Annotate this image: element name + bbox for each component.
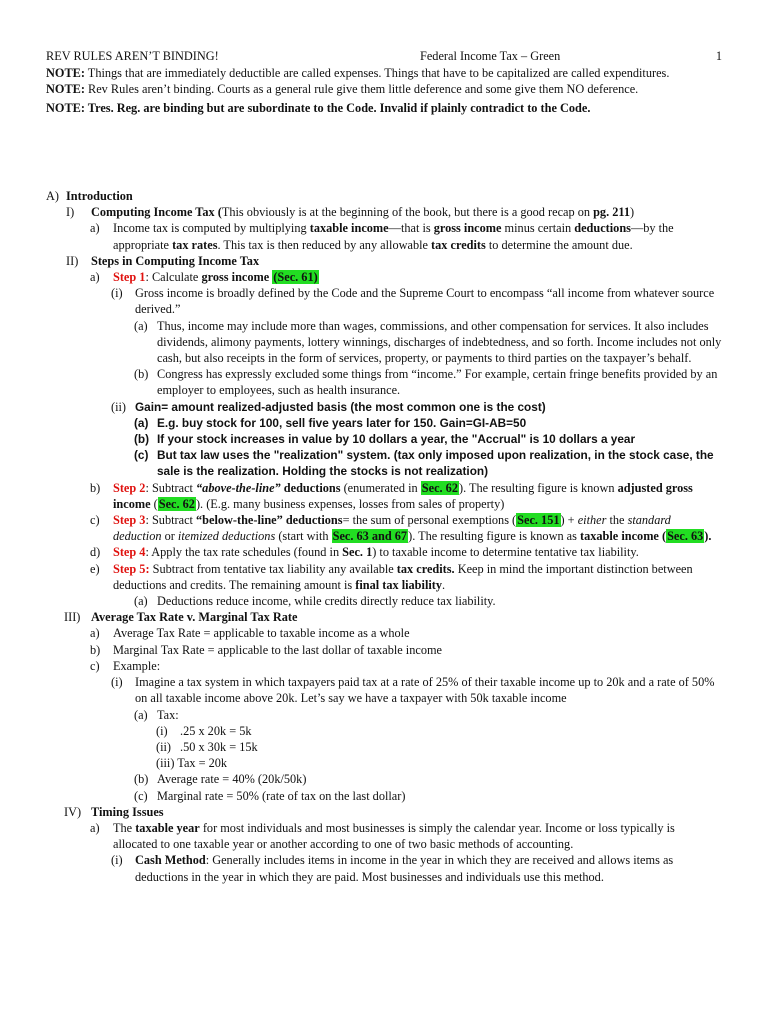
- section-a-heading: A) Introduction: [46, 189, 133, 203]
- list-item: (ii) .50 x 30k = 15k: [156, 739, 258, 754]
- page-header: [46, 48, 722, 64]
- list-item: b) Marginal Tax Rate = applicable to the last dollar of taxable income: [90, 642, 442, 657]
- list-item: (i) Cash Method: Generally includes items in income in the year in which they are received and allows items as deductions in the year in which they are paid. Most businesses and individuals use this method.: [111, 853, 674, 884]
- list-item: (i) Imagine a tax system in which taxpayers paid tax at a rate of 25% of their taxable income up to 20k and a rate of 50% on all taxable income above 20k. Let’s say we have a taxpayer with 50k taxable income: [111, 675, 715, 706]
- step-2-item: b) Step 2: Subtract “above-the-line” deductions (enumerated in Sec. 62). The resulting figure is known adjusted gross income (Sec. 62). (E.g. many business expenses, losses from sales of property): [90, 480, 693, 511]
- header-title: REV RULES AREN’T BINDING!: [46, 49, 219, 63]
- section-highlight: Sec. 151: [517, 513, 560, 528]
- list-item: (i) Gross income is broadly defined by the Code and the Supreme Court to encompass “all income from whatever source derived.”: [111, 286, 715, 317]
- list-item: (i) .25 x 20k = 5k: [156, 723, 252, 738]
- section-highlight: Sec. 63 and 67: [332, 529, 408, 544]
- list-item: (iii) Tax = 20k: [156, 756, 228, 771]
- list-item: (b) If your stock increases in value by 10 dollars a year, the "Accrual" is 10 dollars a year: [134, 432, 636, 447]
- list-item: c) Example:: [90, 658, 161, 673]
- list-item: (b) Average rate = 40% (20k/50k): [134, 772, 307, 787]
- step-label: Step 5:: [113, 561, 150, 576]
- outline: [46, 188, 722, 885]
- list-item: a) Income tax is computed by multiplying taxable income—that is gross income minus certain deductions—by the appropriate tax rates. This tax is then reduced by any allowable tax credits to determine the amount due.: [90, 221, 674, 252]
- list-item: (ii) Gain= amount realized-adjusted basis (the most common one is the cost): [111, 399, 546, 414]
- section-highlight: Sec. 63: [667, 529, 704, 544]
- step-label: Step 2: [113, 480, 146, 495]
- list-item: (a) Thus, income may include more than wages, commissions, and other compensation for services. It also includes dividends, alimony payments, lottery winnings, discharges of indebtedness, and so forth. Income includes not only cash, but also receipts in the form of services, property, or payments to third parties on the taxpayer’s behalf.: [134, 318, 722, 366]
- note-rev-rules: NOTE: Rev Rules aren’t binding. Courts as a general rule give them little deference and some give them NO deference.: [46, 82, 639, 97]
- subsection-i-heading: I) Computing Income Tax (This obviously is at the beginning of the book, but there is a good recap on pg. 211): [66, 205, 635, 220]
- step-1-item: a) Step 1: Calculate gross income (Sec. 61): [90, 270, 318, 285]
- list-item: (a) Tax:: [134, 707, 179, 722]
- subsection-iii-heading: III) Average Tax Rate v. Marginal Tax Rate: [64, 610, 298, 625]
- step-label: Step 1: [113, 270, 146, 285]
- list-item: a) The taxable year for most individuals and most businesses is simply the calendar year. Income or loss typically is allocated to one taxable year or another according to one of two basic methods of accounting.: [90, 820, 675, 852]
- list-item: (c) But tax law uses the "realization" system. (tax only imposed upon realization, in the stock case, the sale is the realization. Holding the stocks is not realization): [134, 448, 714, 479]
- list-item: (a) Deductions reduce income, while credits directly reduce tax liability.: [134, 594, 496, 609]
- step-4-item: d) Step 4: Apply the tax rate schedules (found in Sec. 1) to taxable income to determine tentative tax liability.: [90, 545, 639, 560]
- step-label: Step 3: [113, 513, 146, 528]
- subsection-ii-heading: II) Steps in Computing Income Tax: [66, 253, 260, 268]
- step-label: Step 4: [113, 545, 146, 560]
- header-course: Federal Income Tax – Green: [420, 49, 561, 63]
- list-item: a) Average Tax Rate = applicable to taxable income as a whole: [90, 626, 410, 641]
- note-treasury-regs: NOTE: Tres. Reg. are binding but are subordinate to the Code. Invalid if plainly contradict to the Code.: [46, 101, 591, 116]
- subsection-iv-heading: IV) Timing Issues: [64, 804, 164, 819]
- section-highlight: (Sec. 61): [273, 270, 318, 285]
- list-item: (b) Congress has expressly excluded some things from “income.” For example, certain fringe benefits provided by an employer to employees, such as health insurance.: [134, 367, 718, 398]
- list-item: (a) E.g. buy stock for 100, sell five years later for 150. Gain=GI-AB=50: [134, 415, 527, 430]
- section-highlight: Sec. 62: [158, 496, 195, 511]
- note-expenses: NOTE: Things that are immediately deductible are called expenses. Things that have to be capitalized are called expenditures.: [46, 66, 670, 80]
- notes-block: [46, 65, 722, 117]
- step-3-item: c) Step 3: Subtract “below-the-line” deductions= the sum of personal exemptions (Sec. 151) + either the standard deduction or itemized deductions (start with Sec. 63 and 67). The resulting figure is known as taxable income (Sec. 63).: [90, 513, 712, 544]
- page-number: 1: [715, 49, 722, 63]
- list-item: (c) Marginal rate = 50% (rate of tax on the last dollar): [134, 788, 406, 803]
- section-highlight: Sec. 62: [421, 480, 458, 495]
- step-5-item: e) Step 5: Subtract from tentative tax liability any available tax credits. Keep in mind the important distinction between deductions and credits. The remaining amount is final tax liability.: [90, 561, 693, 592]
